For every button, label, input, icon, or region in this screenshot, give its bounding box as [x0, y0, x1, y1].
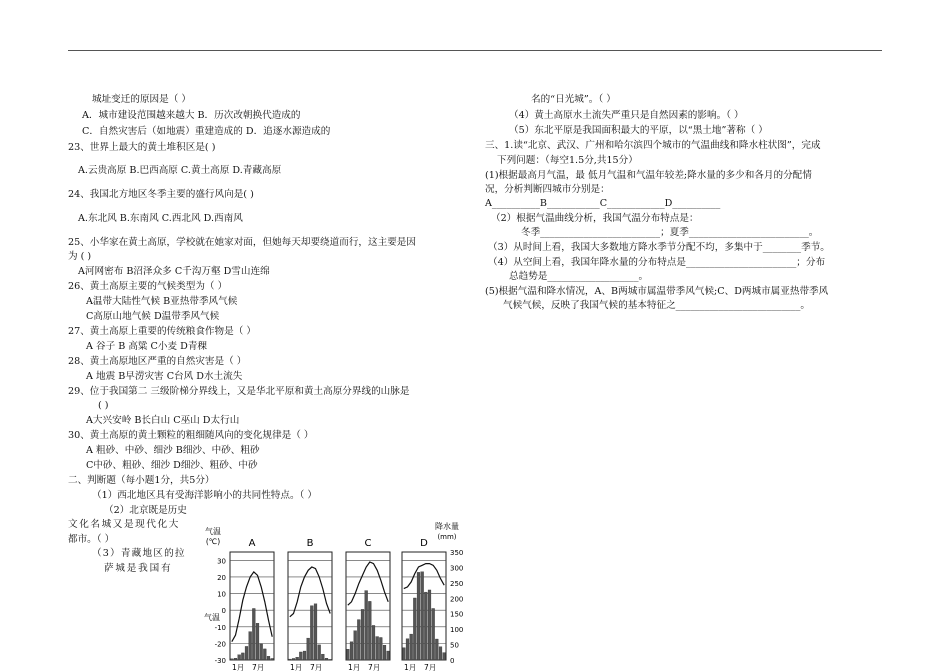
temp-tick-label: -20 — [214, 640, 226, 649]
precip-bar — [376, 637, 379, 660]
text-line: （4）从空间上看，我国年降水量的分布特点是_______________________；分布 — [488, 257, 826, 268]
text-line: C中砂、粗砂、细沙 D细沙、粗砂、中砂 — [86, 460, 258, 471]
precip-bar — [230, 659, 233, 660]
text-line: A.东北风 B.东南风 C.西北风 D.西南风 — [78, 213, 243, 224]
answer-blanks: 冬季_________________________；夏季_________________________。 — [521, 227, 819, 238]
right-axis-unit: (mm) — [437, 533, 457, 541]
month-label: 7月 — [252, 663, 265, 671]
precip-bar — [249, 632, 252, 660]
text-line: C高原山地气候 D温带季风气候 — [86, 311, 220, 322]
temp-tick-label: 10 — [217, 590, 226, 599]
text-line: 文化名城又是现代化大 — [68, 519, 180, 530]
precip-bar — [329, 659, 332, 660]
precip-bar — [443, 653, 446, 660]
panel-letter: A — [248, 538, 256, 549]
panel-letter: D — [420, 538, 428, 549]
temp-tick-label: -10 — [214, 623, 226, 632]
climate-chart — [196, 520, 468, 671]
text-line: A温带大陆性气候 B亚热带季风气候 — [86, 296, 238, 307]
left-axis-unit: (℃) — [205, 537, 221, 546]
month-label: 7月 — [424, 663, 437, 671]
section-heading: 二、判断题（每小题1分，共5分） — [68, 475, 215, 486]
precip-tick-label: 250 — [450, 579, 464, 588]
precip-tick-label: 200 — [450, 595, 464, 604]
text-line: ( ) — [98, 400, 109, 411]
text-line: 况，分析判断四城市分别是： — [485, 184, 610, 195]
precip-bar — [410, 634, 413, 660]
precip-bar — [288, 659, 291, 660]
precip-bar — [310, 606, 313, 660]
temp-tick-label: 30 — [217, 557, 226, 566]
climate-panel-b — [288, 538, 332, 671]
question-25: 25、小华家在黄土高原，学校就在她家对面，但她每天却要绕道而行，这主要是因 — [68, 237, 416, 248]
text-line: （3）青藏地区的拉 — [92, 548, 186, 559]
precip-bar — [346, 649, 349, 660]
month-label: 7月 — [368, 663, 381, 671]
section-heading: 三、1.读“北京、武汉、广州和哈尔滨四个城市的气温曲线和降水柱状图”，完成 — [485, 140, 821, 151]
temp-tick-label: 0 — [221, 607, 226, 616]
answer-blanks: A__________B___________C____________D__________ — [485, 198, 721, 209]
precip-bar — [314, 604, 317, 660]
text-line: 气候气候，反映了我国气候的基本特征之__________________________。 — [503, 300, 810, 311]
precip-bar — [402, 648, 405, 660]
text-line: A 地震 B早涝灾害 C台风 D水土流失 — [86, 371, 243, 382]
precip-tick-label: 50 — [450, 641, 459, 650]
text-line: (5)根据气温和降水情况，A、B两城市属温带季风气候;C、D两城市属亚热带季风 — [485, 286, 829, 297]
text-line: （5）东北平原是我国面积最大的平原，以“黑土地”著称（ ） — [509, 125, 768, 136]
question-24: 24、我国北方地区冬季主要的盛行风向是( ) — [68, 189, 254, 200]
panel-letter: C — [364, 538, 372, 549]
precip-bar — [263, 649, 266, 660]
text-line: A 粗砂、中砂、细沙 B细沙、中砂、粗砂 — [86, 445, 260, 456]
precip-tick-label: 100 — [450, 626, 464, 635]
precip-bar — [421, 572, 424, 660]
precip-bar — [325, 658, 328, 660]
left-axis-title: 气温 — [205, 527, 221, 536]
precip-bar — [365, 591, 368, 660]
temp-tick-label: -30 — [214, 657, 226, 665]
precip-bar — [424, 592, 427, 660]
question-29: 29、位于我国第二 三级阶梯分界线上，又是华北平原和黄土高原分界线的山脉是 — [68, 386, 410, 397]
precip-bar — [383, 645, 386, 660]
month-label: 1月 — [290, 663, 303, 671]
text-line: A．城市建设范围越来越大 B．历次改朝换代造成的 — [82, 110, 301, 121]
text-line: A.云贵高原 B.巴西高原 C.黄土高原 D.青藏高原 — [78, 165, 282, 176]
precip-bar — [372, 625, 375, 660]
precip-bar — [303, 651, 306, 660]
question-26: 26、黄土高原主要的气候类型为（ ） — [68, 281, 228, 292]
precip-bar — [252, 608, 255, 660]
text-line: （2）北京既是历史 — [104, 505, 187, 516]
month-label: 7月 — [310, 663, 323, 671]
text-line: （3）从时间上看，我国大多数地方降水季节分配不均，多集中于________季节。 — [488, 242, 830, 253]
precip-bar — [417, 572, 420, 660]
precip-bar — [406, 639, 409, 660]
panel-letter: B — [306, 538, 314, 549]
precip-bar — [307, 638, 310, 660]
precip-bar — [439, 647, 442, 660]
precip-bar — [435, 639, 438, 660]
question-27: 27、黄土高原上重要的传统粮食作物是（ ） — [68, 326, 256, 337]
precip-bar — [260, 644, 263, 660]
question-23: 23、世界上最大的黄土堆积区是( ) — [68, 142, 216, 153]
precip-bar — [368, 601, 371, 660]
text-line: 为 ( ) — [68, 251, 92, 262]
temp-tick-label: 20 — [217, 573, 226, 582]
precip-bar — [271, 658, 274, 660]
month-label: 1月 — [348, 663, 361, 671]
precip-bar — [299, 652, 302, 660]
precip-tick-label: 350 — [450, 549, 464, 557]
header-rule — [68, 50, 882, 51]
text-line: （2）根据气温曲线分析，我国气温分布特点是： — [491, 213, 699, 224]
text-line: 城址变迁的原因是（ ） — [92, 94, 191, 105]
right-axis-title: 降水量 — [435, 522, 459, 531]
text-line: C．自然灾害后（如地震）重建造成的 D．追逐水源造成的 — [82, 126, 331, 137]
precip-tick-label: 0 — [450, 657, 455, 665]
question-28: 28、黄土高原地区严重的自然灾害是（ ） — [68, 356, 247, 367]
climate-panel-a — [230, 538, 274, 671]
text-line: （1）西北地区具有受海洋影响小的共同性特点。（ ） — [92, 490, 318, 501]
climate-panel-c — [346, 538, 390, 671]
precip-bar — [238, 655, 241, 660]
precip-bar — [413, 598, 416, 660]
precip-bar — [296, 657, 299, 660]
text-line: 名的“日光城”。（ ） — [531, 94, 616, 105]
climate-panel-d — [402, 538, 446, 671]
precip-bar — [267, 656, 270, 660]
precip-bar — [350, 642, 353, 660]
text-line: A 谷子 B 高粱 C小麦 D青稞 — [86, 341, 208, 352]
precip-tick-label: 150 — [450, 610, 464, 619]
text-line: 下列问题：（每空1.5分,共15分） — [497, 155, 638, 166]
text-line: （4）黄土高原水土流失严重只是自然因素的影响。（ ） — [509, 110, 744, 121]
precip-bar — [318, 645, 321, 660]
text-line: (1)根据最高月气温，最 低月气温和气温年较差;降水量的多少和各月的分配情 — [485, 170, 812, 181]
precip-bar — [256, 623, 259, 660]
precip-bar — [234, 658, 237, 660]
precip-bar — [387, 651, 390, 660]
precip-bar — [245, 646, 248, 660]
panel-frame — [230, 552, 274, 660]
text-line: 总趋势是___________________。 — [509, 271, 649, 282]
text-line: 萨城是我国有 — [104, 563, 173, 574]
precip-bar — [357, 620, 360, 660]
text-line: 都市。（ ） — [68, 534, 115, 545]
question-30: 30、黄土高原的黄土颗粒的粗细随风向的变化规律是（ ） — [68, 430, 314, 441]
precip-tick-label: 300 — [450, 564, 464, 573]
precip-bar — [379, 637, 382, 660]
text-line: A大兴安岭 B长白山 C巫山 D太行山 — [86, 415, 240, 426]
precip-bar — [432, 608, 435, 660]
text-line: A河网密布 B沼泽众多 C千沟万壑 D雪山连绵 — [78, 266, 270, 277]
precip-bar — [241, 653, 244, 660]
precip-bar — [428, 590, 431, 660]
left-axis-label: 气温 — [204, 613, 220, 622]
month-label: 1月 — [232, 663, 245, 671]
precip-bar — [292, 658, 295, 660]
precip-bar — [354, 631, 357, 660]
precip-bar — [361, 609, 364, 660]
month-label: 1月 — [404, 663, 417, 671]
precip-bar — [321, 654, 324, 660]
